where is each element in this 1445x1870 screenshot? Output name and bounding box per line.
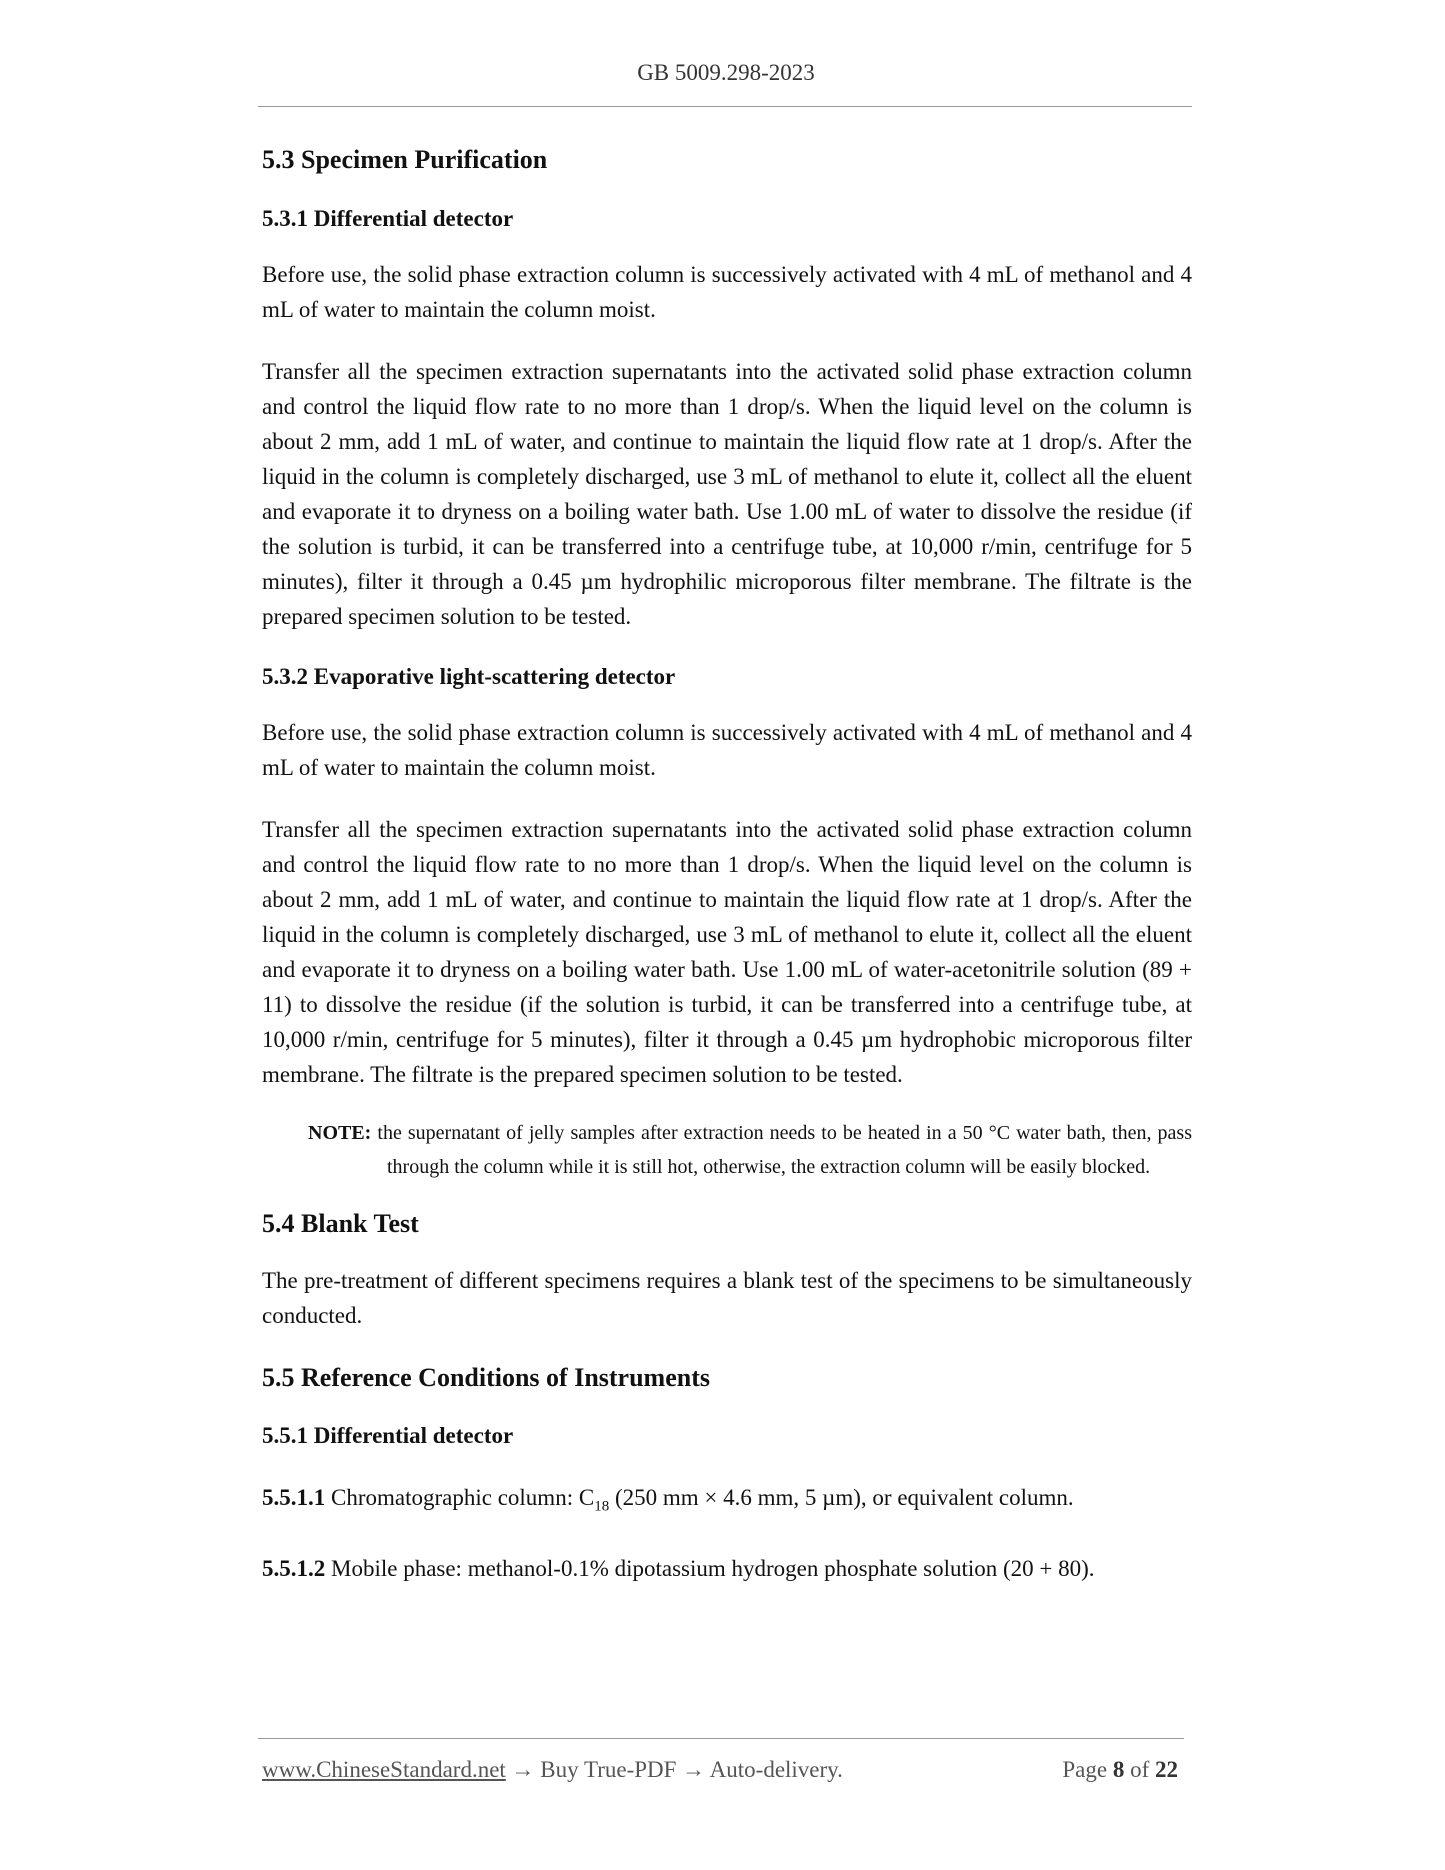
- item-5-5-1-1-text-end: (250 mm × 4.6 mm, 5 µm), or equivalent column.: [614, 1485, 1074, 1510]
- total-pages: 22: [1155, 1757, 1178, 1782]
- current-page: 8: [1112, 1757, 1125, 1782]
- item-5-5-1-1-number: 5.5.1.1: [262, 1485, 326, 1510]
- note-block: [308, 1116, 1192, 1184]
- item-5-5-1-1-text-start: Chromatographic column: C: [331, 1485, 595, 1510]
- section-5-3-1-paragraph-2: Transfer all the specimen extraction supernatants into the activated solid phase extraction column and control the liquid flow rate to no more than 1 drop/s. When the liquid level on the column is about 2 mm, add 1 mL of water, and continue to maintain the liquid flow rate at 1 drop/s. After the liquid in the column is completely discharged, use 3 mL of methanol to elute it, collect all the eluent and evaporate it to dryness on a boiling water bath. Use 1.00 mL of water to dissolve the residue (if the solution is turbid, it can be transferred into a centrifuge tube, at 10,000 r/min, centrifuge for 5 minutes), filter it through a 0.45 µm hydrophilic microporous filter membrane. The filtrate is the prepared specimen solution to be tested.: [262, 359, 1192, 629]
- item-5-5-1-1: [262, 1480, 1192, 1525]
- note-label: NOTE:: [308, 1122, 372, 1144]
- page-content: [262, 140, 1192, 1586]
- section-5-3-2-heading: 5.3.2 Evaporative light-scattering detector: [262, 664, 676, 689]
- page-label: Page: [1062, 1757, 1108, 1782]
- footer-promo-text: → Buy True-PDF → Auto-delivery.: [511, 1757, 843, 1782]
- section-5-3-2-paragraph-1: Before use, the solid phase extraction column is successively activated with 4 mL of methanol and 4 mL of water to maintain the column moist.: [262, 720, 1192, 780]
- section-5-3-1-heading: 5.3.1 Differential detector: [262, 206, 514, 231]
- page-of-label: of: [1130, 1757, 1150, 1782]
- section-5-3-1-paragraph-1: Before use, the solid phase extraction column is successively activated with 4 mL of methanol and 4 mL of water to maintain the column moist.: [262, 262, 1192, 322]
- footer-divider: [258, 1738, 1184, 1739]
- section-5-3-2-paragraph-2: Transfer all the specimen extraction supernatants into the activated solid phase extraction column and control the liquid flow rate to no more than 1 drop/s. When the liquid level on the column is about 2 mm, add 1 mL of water, and continue to maintain the liquid flow rate at 1 drop/s. After the liquid in the column is completely discharged, use 3 mL of methanol to elute it, collect all the eluent and evaporate it to dryness on a boiling water bath. Use 1.00 mL of water-acetonitrile solution (89 + 11) to dissolve the residue (if the solution is turbid, it can be transferred into a centrifuge tube, at 10,000 r/min, centrifuge for 5 minutes), filter it through a 0.45 µm hydrophobic microporous filter membrane. The filtrate is the prepared specimen solution to be tested.: [262, 817, 1192, 1087]
- note-text: the supernatant of jelly samples after extraction needs to be heated in a 50 °C water bath, then, pass through the column while it is still hot, otherwise, the extraction column will be easily blocked.: [377, 1122, 1192, 1178]
- item-5-5-1-2-number: 5.5.1.2: [262, 1555, 326, 1581]
- section-5-4-paragraph: The pre-treatment of different specimens requires a blank test of the specimens to be simultaneously conducted.: [262, 1268, 1192, 1328]
- footer-promo: [262, 1757, 843, 1783]
- section-5-3-heading: 5.3 Specimen Purification: [262, 145, 548, 174]
- item-5-5-1-2-text: Mobile phase: methanol-0.1% dipotassium hydrogen phosphate solution (20 + 80).: [331, 1555, 1095, 1581]
- item-5-5-1-1-subscript: 18: [594, 1498, 610, 1515]
- section-5-5-1-heading: 5.5.1 Differential detector: [262, 1423, 514, 1448]
- page-number: [1062, 1757, 1178, 1783]
- section-5-4-heading: 5.4 Blank Test: [262, 1209, 419, 1238]
- footer-site-link[interactable]: www.ChineseStandard.net: [262, 1757, 506, 1782]
- section-5-5-heading: 5.5 Reference Conditions of Instruments: [262, 1363, 710, 1392]
- item-5-5-1-2: [262, 1551, 1192, 1586]
- page-header: GB 5009.298-2023: [637, 60, 815, 85]
- header-divider: [258, 106, 1192, 107]
